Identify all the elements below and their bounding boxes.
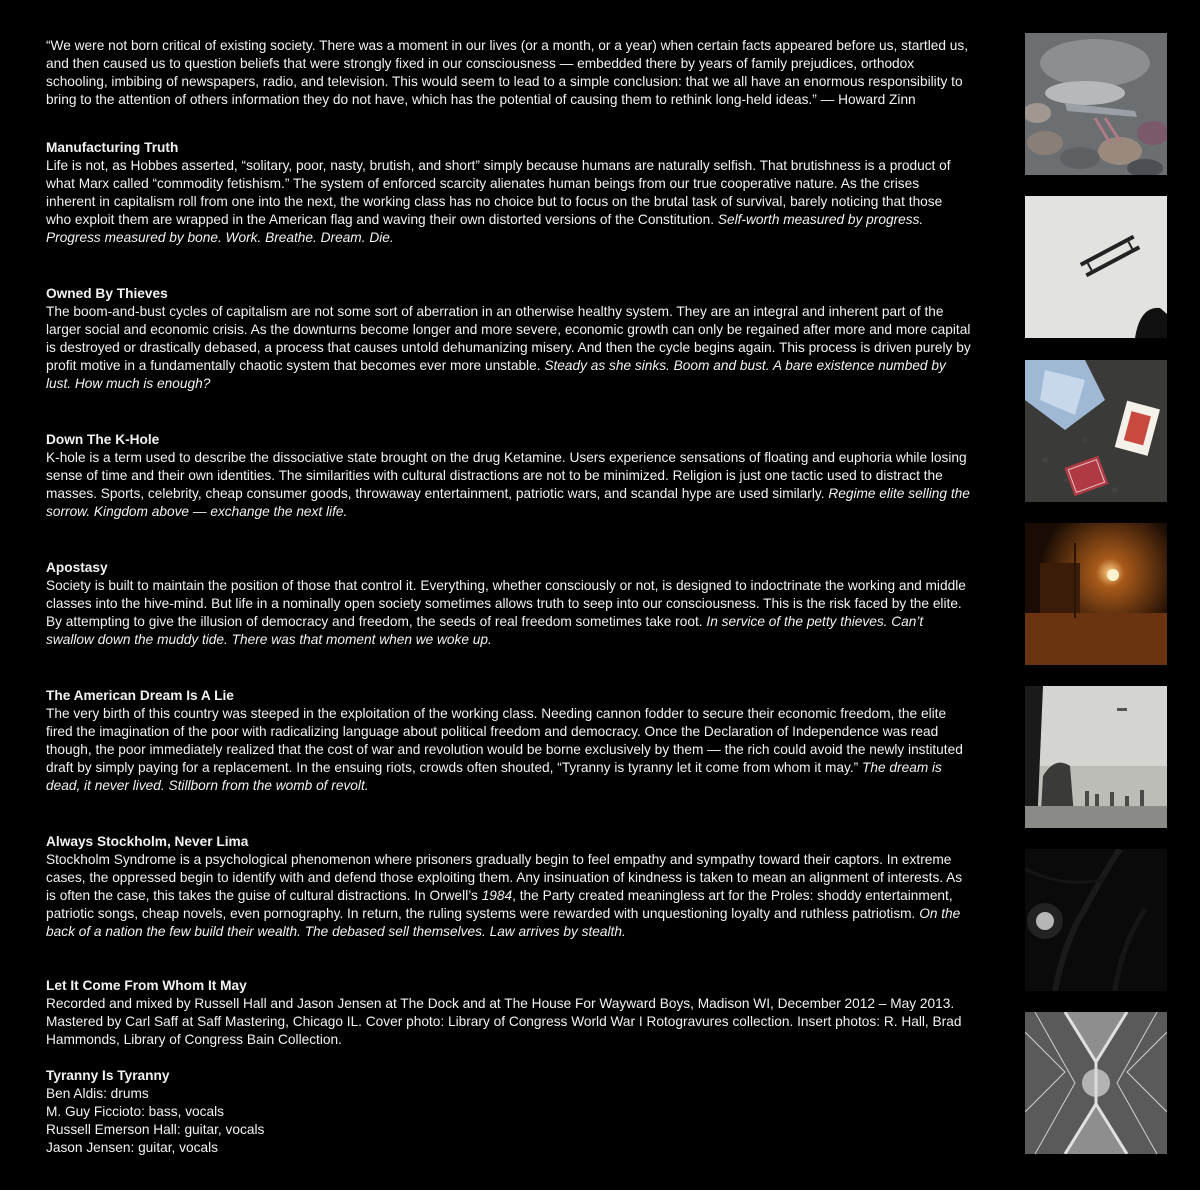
section-lyric: The dream is dead, it never lived. Stillborn from the womb of revolt. — [46, 760, 942, 793]
section-title: Apostasy — [46, 560, 108, 575]
night-street-lamp-photo — [1025, 523, 1167, 665]
section-lyric: Self-worth measured by progress. Progress measured by bone. Work. Breathe. Dream. Die. — [46, 212, 924, 245]
liner-notes-text — [46, 37, 971, 1157]
section-body: K-hole is a term used to describe the dissociative state brought on the drug Ketamine. Users experience sensations of floating and euphoria while losing sense of time and their own identities. The similarities with cultural distractions are not to be minimized. Religion is just one tactic used to distract the masses. Sports, celebrity, cheap consumer goods, throwaway entertainment, patriotic wars, and scandal hype are used similarly. Regime elite selling the sorrow. Kingdom above — exchange the next life. — [46, 450, 970, 519]
section-body: Society is built to maintain the position of those that control it. Everything, whether consciously or not, is designed to indoctrinate the working and middle classes into the hive-mind. But life in a nominally open society sometimes allows truth to seep into our consciousness. This is the risk faced by the elite. By attempting to give the illusion of democracy and freedom, the seeds of real freedom sometimes take root. In service of the petty thieves. Can’t swallow down the muddy tide. There was that moment when we woke up. — [46, 578, 966, 647]
section-owned-by-thieves — [46, 285, 971, 393]
section-lyric: Steady as she sinks. Boom and bust. A bare existence numbed by lust. How much is enough? — [46, 358, 946, 391]
playing-cards-on-pavement-photo — [1025, 360, 1167, 502]
section-title: Owned By Thieves — [46, 286, 168, 301]
section-always-stockholm — [46, 833, 971, 941]
early-airplane-photo — [1025, 196, 1167, 338]
dead-bird-on-stones-photo — [1025, 33, 1167, 175]
section-title: Manufacturing Truth — [46, 140, 179, 155]
crowd-watching-airship-photo — [1025, 686, 1167, 828]
section-manufacturing-truth — [46, 139, 971, 247]
album-credits — [46, 977, 971, 1157]
band-name: Tyranny Is Tyranny — [46, 1068, 170, 1083]
band-member: Ben Aldis: drums — [46, 1086, 149, 1101]
band-members — [46, 1085, 971, 1157]
section-lyric: On the back of a nation the few build their wealth. The debased sell themselves. Law arrives by stealth. — [46, 906, 961, 939]
moon-through-trees-photo — [1025, 849, 1167, 991]
section-title: Always Stockholm, Never Lima — [46, 834, 249, 849]
band-member: Jason Jensen: guitar, vocals — [46, 1140, 218, 1155]
section-down-the-k-hole — [46, 431, 971, 521]
credits-text: Recorded and mixed by Russell Hall and Jason Jensen at The Dock and at The House For Wayward Boys, Madison WI, December 2012 – May 2013. Mastered by Carl Saff at Saff Mastering, Chicago IL. Cover photo: Library of Congress World War I Rotogravures collection. Insert photos: R. Hall, Brad Hammonds, Library of Congress Bain Collection. — [46, 996, 962, 1047]
section-title: Down The K-Hole — [46, 432, 160, 447]
section-lyric: In service of the petty thieves. Can’t swallow down the muddy tide. There was that moment when we woke up. — [46, 614, 924, 647]
band-member: M. Guy Ficcioto: bass, vocals — [46, 1104, 224, 1119]
opening-quote: “We were not born critical of existing society. There was a moment in our lives (or a month, or a year) when certain facts appeared before us, startled us, and then caused us to question beliefs that were strongly fixed in our consciousness — embedded there by years of family prejudices, orthodox schooling, imbibing of newspapers, radio, and television. This would seem to lead to a simple conclusion: that we all have an enormous responsibility to bring to the attention of others information they do not have, which has the potential of causing them to rethink long-held ideas.” — Howard Zinn — [46, 38, 969, 107]
section-body: The boom-and-bust cycles of capitalism are not some sort of aberration in an otherwise healthy system. They are an integral and inherent part of the larger social and economic crisis. As the downturns become longer and more severe, economic growth can only be regained after more and more capital is destroyed or drastically debased, a process that causes untold dehumanizing misery. And then the cycle begins again. This process is driven purely by profit motive in a fundamentally chaotic system that becomes ever more unstable. Steady as she sinks. Boom and bust. A bare existence numbed by lust. How much is enough? — [46, 304, 971, 391]
cathedral-vault-photo — [1025, 1012, 1167, 1154]
section-title: The American Dream Is A Lie — [46, 688, 234, 703]
band-member: Russell Emerson Hall: guitar, vocals — [46, 1122, 265, 1137]
section-american-dream — [46, 687, 971, 795]
section-body: The very birth of this country was steeped in the exploitation of the working class. Needing cannon fodder to secure their economic freedom, the elite fired the imagination of the poor with radicalizing language about political freedom and democracy. Once the Declaration of Independence was read though, the poor immediately realized that the cost of war and revolution would be borne exclusively by them — the rich could avoid the newly instituted draft by simply paying for a replacement. In the ensuing riots, crowds often shouted, “Tyranny is tyranny let it come from whom it may.” The dream is dead, it never lived. Stillborn from the womb of revolt. — [46, 706, 963, 793]
section-body: Stockholm Syndrome is a psychological phenomenon where prisoners gradually begin to feel empathy and sympathy toward their captors. In extreme cases, the oppressed begin to identify with and defend those exploiting them. Any insinuation of kindness is taken to mean an alignment of interests. As is often the case, this takes the guise of cultural distractions. In Orwell’s 1984, the Party created meaningless art for the Proles: shoddy entertainment, patriotic songs, cheap novels, even pornography. In return, the ruling systems were rewarded with unquestioning loyalty and ruthless patriotism. On the back of a nation the few build their wealth. The debased sell themselves. Law arrives by stealth. — [46, 852, 963, 939]
section-body: Life is not, as Hobbes asserted, “solitary, poor, nasty, brutish, and short” simply because humans are naturally selfish. That brutishness is a product of what Marx called “commodity fetishism.” The system of enforced scarcity alienates human beings from our true cooperative nature. As the crises inherent in capitalism roll from one into the next, the working class has no choice but to focus on the brutal task of survival, barely noticing that those who exploit them are wrapped in the American flag and waving their own distorted versions of the Constitution. Self-worth measured by progress. Progress measured by bone. Work. Breathe. Dream. Die. — [46, 158, 951, 245]
section-lyric: Regime elite selling the sorrow. Kingdom above — exchange the next life. — [46, 486, 970, 519]
section-apostasy — [46, 559, 971, 649]
credits-title: Let It Come From Whom It May — [46, 978, 247, 993]
